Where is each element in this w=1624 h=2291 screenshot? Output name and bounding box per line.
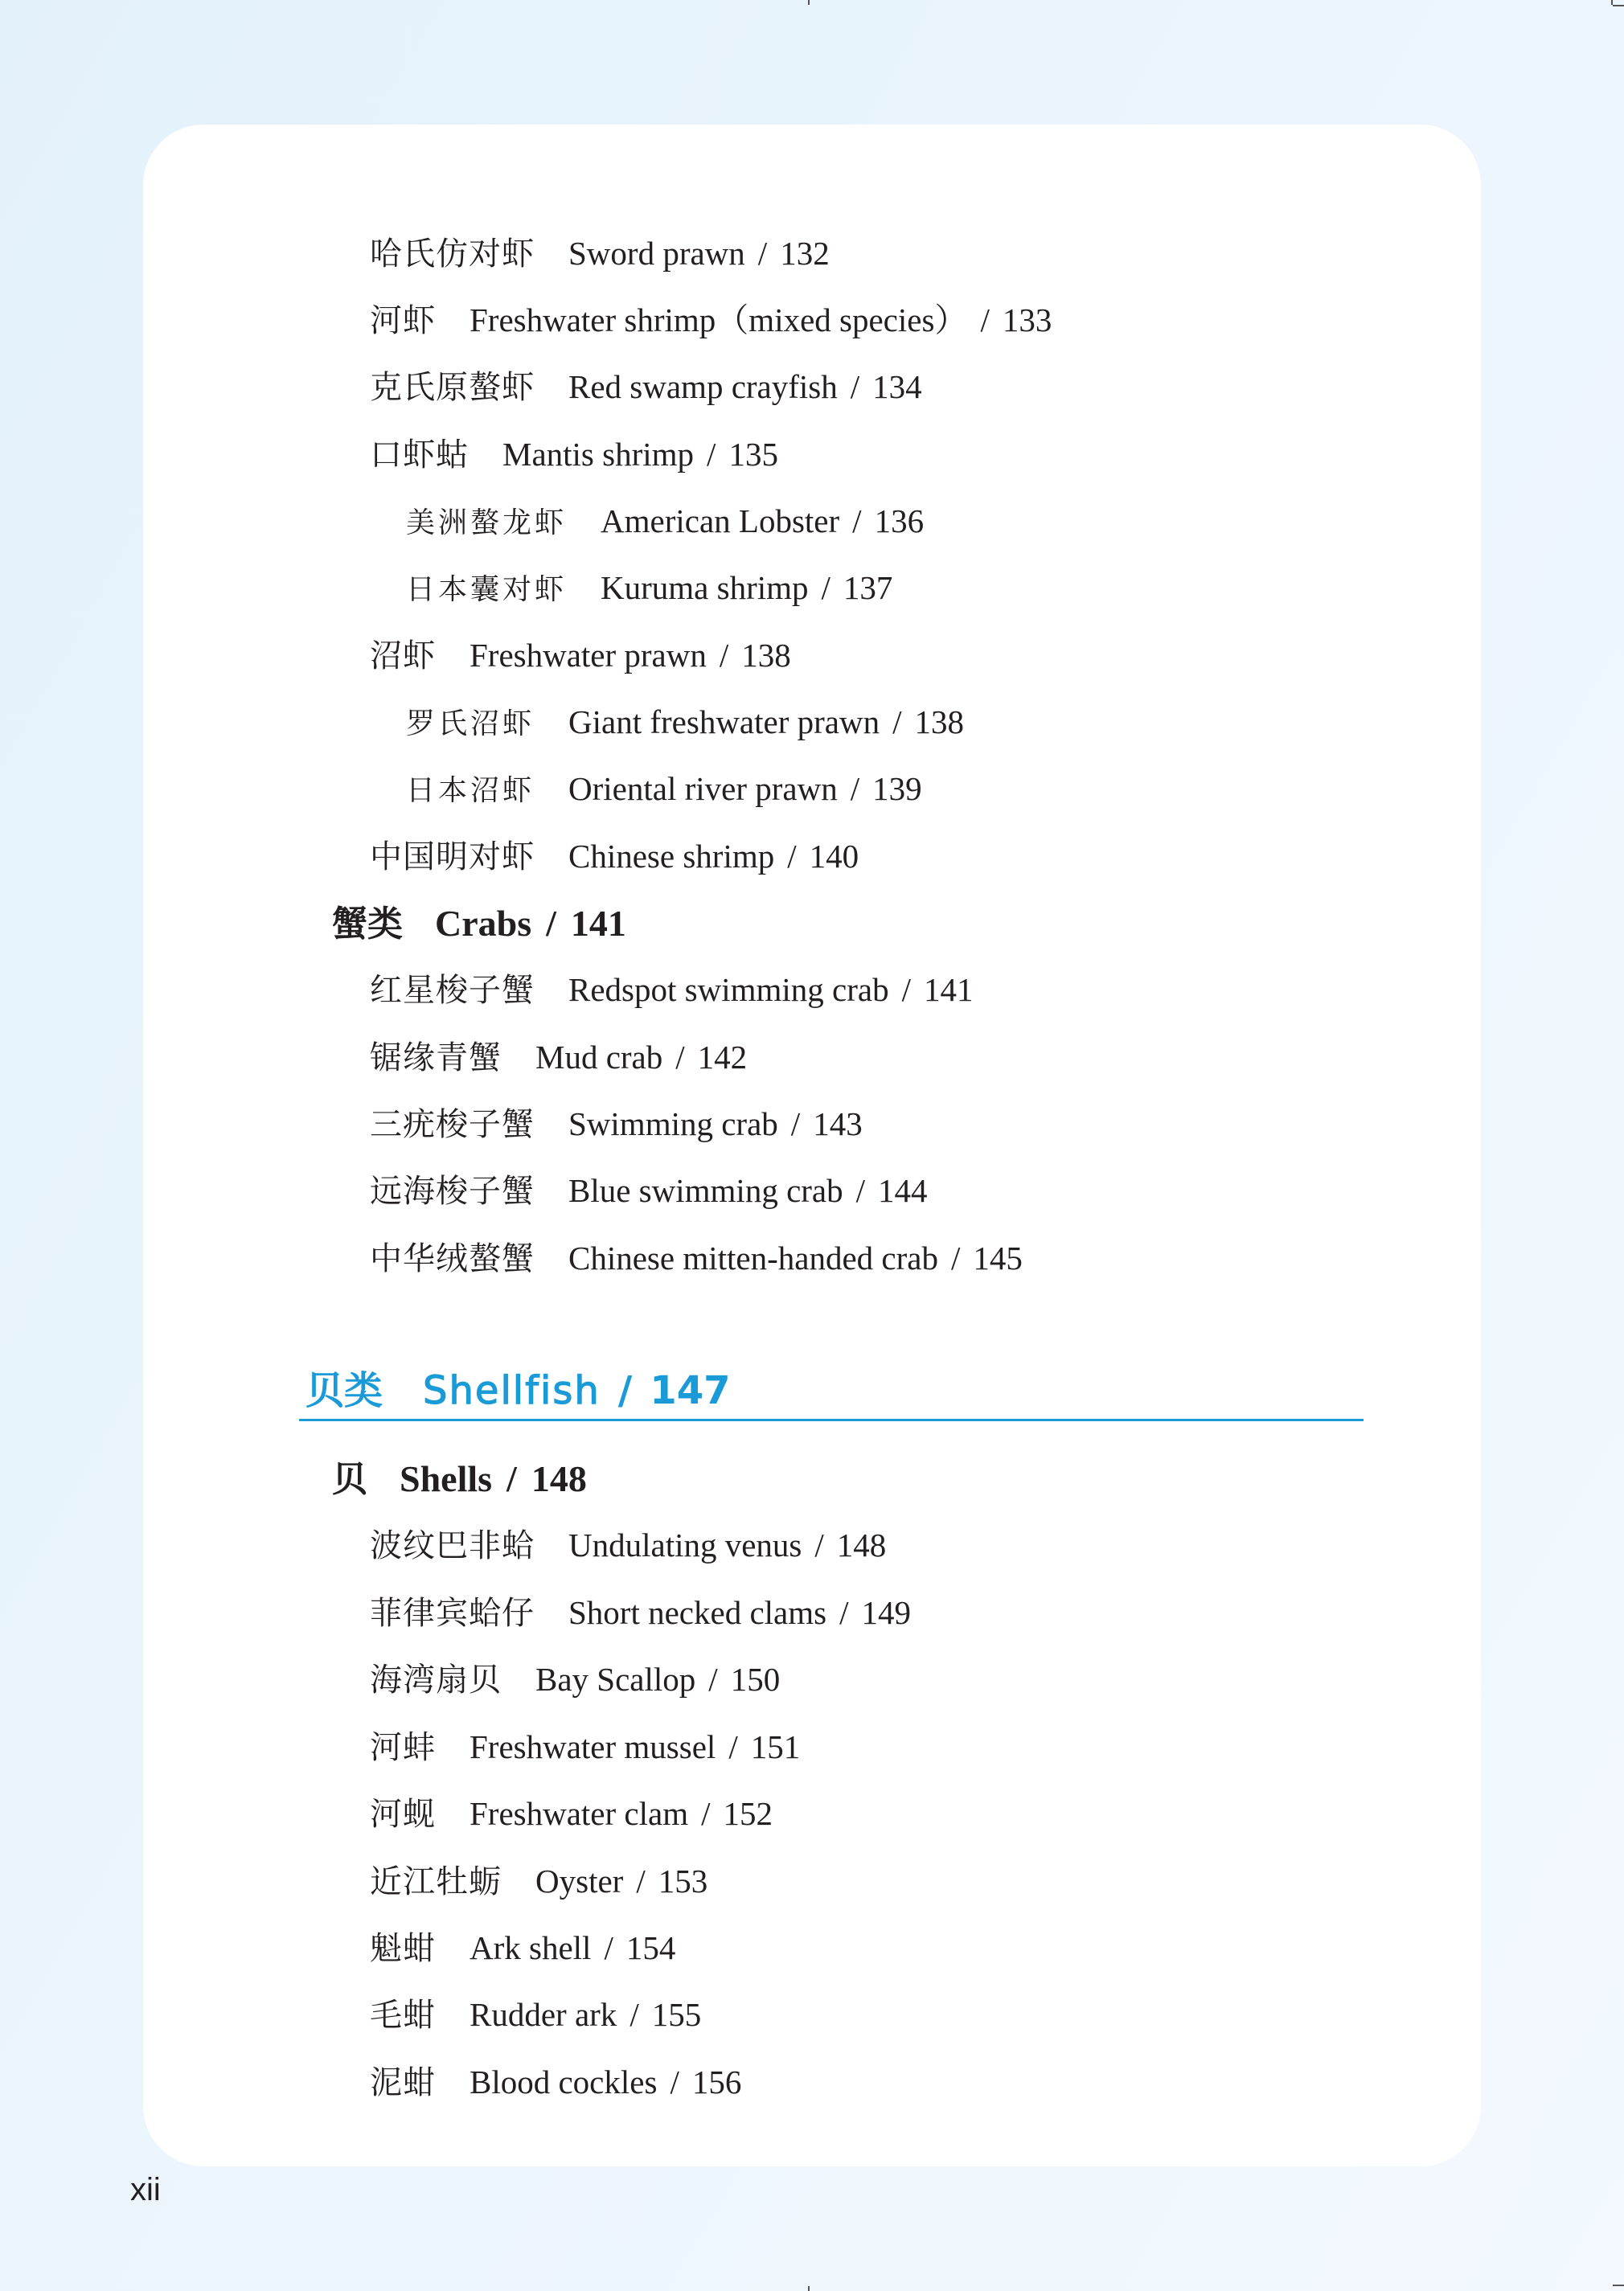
toc-entry [370,367,922,408]
entry-chinese-name: 中国明对虾 [370,838,535,875]
entry-chinese-name: 河虾 [370,302,436,339]
entry-chinese-name: 河蚌 [370,1729,436,1766]
entry-separator: / [757,235,768,272]
entry-page-number: 138 [741,637,791,674]
toc-entry [370,1861,707,1902]
entry-separator: / [855,1172,866,1209]
toc-entry [370,233,830,274]
entry-chinese-name: 沼虾 [370,637,436,674]
entry-separator: / [630,1996,639,2033]
entry-chinese-name: 菲律宾蛤仔 [370,1595,535,1632]
entry-english-name: Red swamp crayfish [568,368,838,405]
toc-entry [370,1592,911,1633]
entry-page-number: 151 [750,1728,801,1765]
entry-chinese-name: 口虾蛄 [370,436,469,473]
entry-separator: / [636,1863,646,1900]
entry-separator: / [675,1039,685,1076]
section-english-title: Shellfish [423,1368,601,1413]
entry-page-number: 136 [874,502,925,539]
entry-english-name: Redspot swimming crab [568,971,889,1008]
section-divider-line [299,1419,1364,1421]
category-heading-crabs [332,902,626,946]
toc-entry [370,1994,701,2035]
entry-english-name: Freshwater clam [470,1795,689,1832]
toc-entry [370,836,859,877]
entry-english-name: American Lobster [601,502,840,539]
entry-separator: / [821,569,830,606]
toc-entry [370,2062,741,2103]
entry-chinese-name: 中华绒螯蟹 [370,1240,535,1277]
entry-page-number: 142 [697,1039,748,1076]
toc-entry [370,1170,928,1211]
entry-english-name: Blood cockles [470,2064,658,2100]
category-separator: / [506,1458,517,1499]
entry-page-number: 140 [809,838,859,875]
entry-chinese-name: 波纹巴非蛤 [370,1527,535,1564]
entry-chinese-name: 罗氏沼虾 [406,707,535,740]
entry-chinese-name: 美洲螯龙虾 [406,506,568,539]
entry-chinese-name: 远海梭子蟹 [370,1173,535,1210]
entry-chinese-name: 锯缘青蟹 [370,1039,502,1076]
toc-entry [370,1928,675,1969]
section-page-number: 147 [650,1368,731,1413]
entry-separator: / [814,1527,824,1564]
entry-english-name: Ark shell [470,1929,592,1966]
entry-english-name: Mud crab [535,1039,663,1076]
category-separator: / [546,903,556,944]
entry-separator: / [852,502,862,539]
entry-page-number: 154 [625,1929,676,1966]
entry-page-number: 144 [878,1172,928,1209]
entry-page-number: 152 [723,1795,773,1832]
toc-entry [370,969,973,1010]
entry-chinese-name: 日本沼虾 [406,774,535,807]
entry-english-name: Mantis shrimp [502,436,695,473]
entry-separator: / [701,1795,711,1832]
toc-entry [370,1659,780,1700]
entry-english-name: Swimming crab [568,1105,778,1142]
entry-english-name: Short necked clams [568,1594,827,1631]
entry-separator: / [980,301,990,338]
entry-chinese-name: 日本囊对虾 [406,573,568,606]
toc-entry [370,1238,1023,1279]
entry-english-name: Giant freshwater prawn [568,703,880,740]
entry-chinese-name: 海湾扇贝 [370,1662,502,1699]
toc-entry [370,1793,773,1834]
entry-separator: / [850,368,860,405]
page-number: xii [130,2172,161,2207]
toc-entry [370,1727,800,1768]
entry-chinese-name: 毛蚶 [370,1997,436,2034]
entry-page-number: 155 [651,1996,702,2033]
entry-english-name: Sword prawn [568,235,745,272]
entry-separator: / [839,1594,849,1631]
category-english-name: Shells [400,1458,493,1499]
toc-subentry [406,768,922,811]
toc-entry [370,635,791,676]
entry-chinese-name: 近江牡蛎 [370,1863,502,1900]
entry-page-number: 135 [728,436,778,473]
entry-english-name: Freshwater prawn [470,637,707,674]
entry-chinese-name: 魁蚶 [370,1930,436,1967]
entry-chinese-name: 泥蚶 [370,2064,436,2101]
entry-english-name: Bay Scallop [535,1661,696,1698]
entry-page-number: 145 [973,1240,1023,1277]
entry-page-number: 148 [836,1527,887,1564]
entry-separator: / [787,838,797,875]
category-heading-shells [332,1457,587,1502]
entry-separator: / [892,703,902,740]
entry-separator: / [708,1661,718,1698]
entry-page-number: 143 [813,1105,863,1142]
entry-english-name: Chinese mitten-handed crab [568,1240,938,1277]
entry-chinese-name: 三疣梭子蟹 [370,1106,535,1143]
entry-page-number: 153 [658,1863,708,1900]
entry-page-number: 156 [691,2064,742,2100]
entry-english-name: Freshwater mussel [470,1728,716,1765]
entry-english-name: Freshwater shrimp（mixed species） [470,301,968,338]
entry-page-number: 138 [914,703,964,740]
category-page-number: 148 [531,1458,587,1499]
entry-chinese-name: 河蚬 [370,1796,436,1833]
toc-entry [370,1104,863,1145]
entry-separator: / [901,971,911,1008]
entry-english-name: Oyster [535,1863,624,1900]
entry-separator: / [707,436,716,473]
entry-separator: / [950,1240,961,1277]
entry-english-name: Rudder ark [470,1996,617,2033]
entry-english-name: Undulating venus [568,1527,802,1564]
section-heading-shellfish [306,1367,731,1415]
entry-english-name: Oriental river prawn [568,770,838,807]
entry-separator: / [728,1728,738,1765]
entry-separator: / [719,637,729,674]
section-chinese-title: 贝类 [306,1368,383,1413]
entry-chinese-name: 克氏原螯虾 [370,369,535,406]
entry-english-name: Kuruma shrimp [601,569,809,606]
entry-chinese-name: 哈氏仿对虾 [370,236,535,273]
category-chinese-name: 贝 [332,1459,367,1500]
section-separator: / [617,1368,633,1413]
entry-separator: / [850,770,860,807]
toc-entry [370,1525,886,1566]
entry-page-number: 134 [872,368,922,405]
toc-subentry [406,501,924,543]
category-chinese-name: 蟹类 [332,904,403,945]
toc-subentry [406,702,964,744]
entry-english-name: Blue swimming crab [568,1172,843,1209]
toc-subentry [406,568,892,610]
entry-page-number: 132 [780,235,830,272]
entry-separator: / [670,2064,679,2100]
entry-page-number: 137 [843,569,893,606]
entry-page-number: 141 [923,971,974,1008]
entry-page-number: 149 [861,1594,911,1631]
category-english-name: Crabs [435,903,532,944]
entry-page-number: 139 [872,770,922,807]
entry-separator: / [604,1929,613,1966]
toc-entry [370,434,778,475]
toc-entry [370,300,1052,341]
entry-page-number: 133 [1002,301,1052,338]
entry-separator: / [790,1105,801,1142]
category-page-number: 141 [570,903,626,944]
entry-chinese-name: 红星梭子蟹 [370,972,535,1009]
entry-page-number: 150 [730,1661,781,1698]
toc-entry [370,1037,747,1078]
entry-english-name: Chinese shrimp [568,838,775,875]
